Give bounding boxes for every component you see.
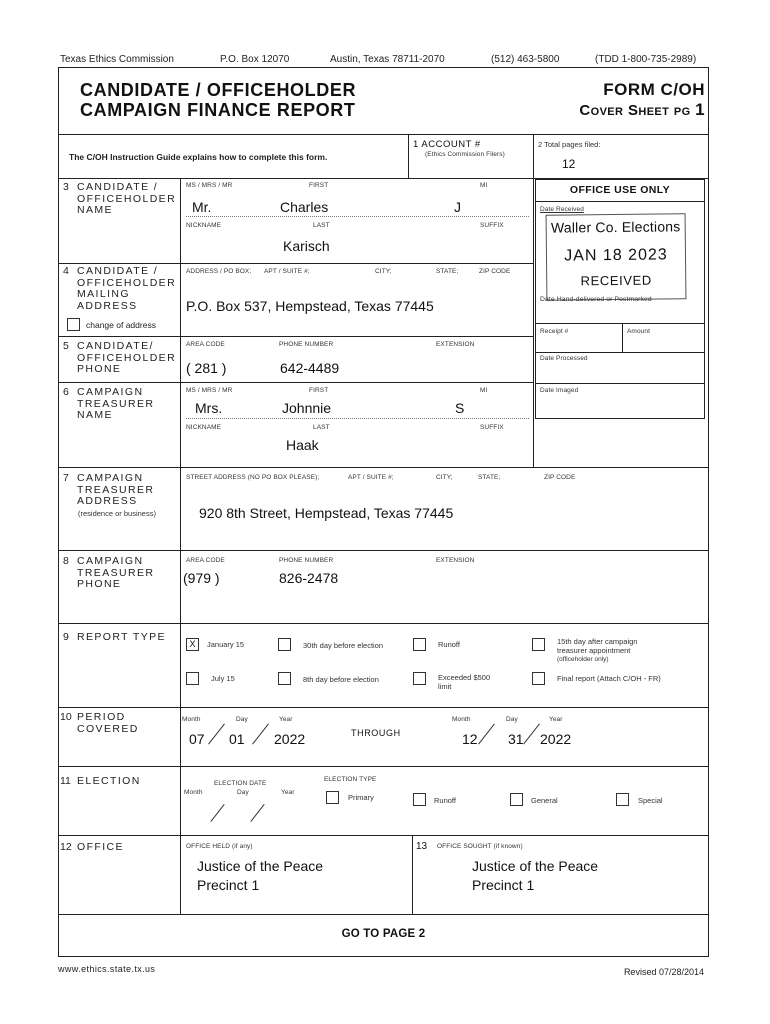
receipt-amount-divider <box>622 323 623 352</box>
divider-7 <box>58 550 709 551</box>
section6-title-header: MS / MRS / MR <box>186 387 233 394</box>
agency-phone: (512) 463-5800 <box>491 54 560 65</box>
section5-phone-header: PHONE NUMBER <box>279 341 334 348</box>
election-year-header: Year <box>281 789 295 796</box>
section7-sub-label: (residence or business) <box>78 509 156 518</box>
received-stamp-date: JAN 18 2023 <box>564 246 668 265</box>
report-type-runoff-checkbox[interactable] <box>413 638 426 651</box>
election-type-special-checkbox[interactable] <box>616 793 629 806</box>
section5-area-header: AREA CODE <box>186 341 225 348</box>
section8-area-header: AREA CODE <box>186 557 225 564</box>
treasurer-last-name: Haak <box>286 437 319 453</box>
section4-address-header: ADDRESS / PO BOX; <box>186 268 252 275</box>
section10-to-day-header: Day <box>506 716 518 723</box>
report-type-july-15-label: July 15 <box>211 674 235 683</box>
account-sub: (Ethics Commission Filers) <box>425 151 505 158</box>
treasurer-phone-number: 826-2478 <box>279 570 339 586</box>
section8-phone-header: PHONE NUMBER <box>279 557 334 564</box>
section4-apt-header: APT / SUITE #; <box>264 268 310 275</box>
cover-sheet-page: 1 <box>695 100 705 119</box>
form-id <box>579 80 705 121</box>
office-use-divider <box>533 134 534 467</box>
period-to-day: 31 <box>508 731 524 747</box>
candidate-phone-number: 642-4489 <box>280 360 340 376</box>
divider-3 <box>58 263 533 264</box>
election-type-primary-label: Primary <box>348 793 374 802</box>
form-title-line2: CAMPAIGN FINANCE REPORT <box>80 100 356 120</box>
report-type-exceeded-label: Exceeded $500 limit <box>438 673 491 691</box>
treasurer-title: Mrs. <box>195 400 223 416</box>
form-title <box>80 80 356 120</box>
election-month-header: Month <box>184 789 203 796</box>
period-to-month: 12 <box>462 731 478 747</box>
treasurer-address: 920 8th Street, Hempstead, Texas 77445 <box>199 505 454 521</box>
section3-title-header: MS / MRS / MR <box>186 182 233 189</box>
office-use-title: OFFICE USE ONLY <box>569 184 671 196</box>
account-divider <box>408 134 409 178</box>
report-type-15th-day-checkbox[interactable] <box>532 638 545 651</box>
received-stamp <box>546 213 687 300</box>
treasurer-middle-initial: S <box>455 400 465 416</box>
section10-to-year-header: Year <box>549 716 563 723</box>
office-divider <box>412 835 413 914</box>
divider-title <box>58 134 709 135</box>
report-type-july-15-checkbox[interactable] <box>186 672 199 685</box>
section4-state-header: STATE; <box>436 268 459 275</box>
section7-zip-header: ZIP CODE <box>544 474 576 481</box>
election-date-header: ELECTION DATE <box>214 780 267 787</box>
election-type-header: ELECTION TYPE <box>324 776 377 783</box>
election-type-special-label: Special <box>638 796 663 805</box>
election-type-primary-checkbox[interactable] <box>326 791 339 804</box>
candidate-middle-initial: J <box>454 199 461 215</box>
period-from-year: 2022 <box>274 731 306 747</box>
section3-first-header: FIRST <box>309 182 329 189</box>
report-type-30th-day-label: 30th day before election <box>303 641 384 650</box>
office-use-title-divider <box>535 201 705 202</box>
office-held-header: OFFICE HELD (if any) <box>186 843 253 850</box>
election-type-general-label: General <box>531 796 558 805</box>
section7-state-header: STATE; <box>478 474 501 481</box>
office-held-value: Justice of the Peace Precinct 1 <box>197 858 324 893</box>
section6-label: 6 CAMPAIGN TREASURER NAME <box>63 386 155 421</box>
section6-last-header: LAST <box>313 424 330 431</box>
candidate-first-name: Charles <box>280 199 329 215</box>
candidate-last-name: Karisch <box>283 238 330 254</box>
divider-10 <box>58 766 709 767</box>
section10-from-day-header: Day <box>236 716 248 723</box>
office-use-divider-c <box>535 383 705 384</box>
agency-tdd: (TDD 1-800-735-2989) <box>595 54 697 65</box>
divider-11 <box>58 835 709 836</box>
report-type-8th-day-label: 8th day before election <box>303 675 379 684</box>
section3-last-header: LAST <box>313 222 330 229</box>
section3-suffix-header: SUFFIX <box>480 222 504 229</box>
section13-number: 13 <box>416 841 428 852</box>
divider-6 <box>58 467 709 468</box>
go-to-page-2: GO TO PAGE 2 <box>341 928 426 940</box>
agency-city: Austin, Texas 78711-2070 <box>330 54 445 65</box>
period-to-year: 2022 <box>540 731 572 747</box>
report-type-8th-day-checkbox[interactable] <box>278 672 291 685</box>
section10-to-month-header: Month <box>452 716 471 723</box>
section7-apt-header: APT / SUITE #; <box>348 474 394 481</box>
candidate-area-code: ( 281 ) <box>186 360 227 376</box>
section6-mi-header: MI <box>480 387 488 394</box>
form-code: FORM C/OH <box>603 80 705 99</box>
period-from-month: 07 <box>189 731 205 747</box>
instruction-text: The C/OH Instruction Guide explains how to complete this form. <box>69 152 328 162</box>
section3-nickname-header: NICKNAME <box>186 222 222 229</box>
section10-from-year-header: Year <box>279 716 293 723</box>
date-received-label: Date Received <box>540 206 584 213</box>
section11-label: 11 ELECTION <box>60 775 141 787</box>
report-type-15th-day-label: 15th day after campaign treasurer appointment (officeholder only) <box>557 637 638 663</box>
report-type-january-15-checkbox[interactable]: X <box>186 638 199 651</box>
section3-mi-header: MI <box>480 182 488 189</box>
divider-9 <box>58 707 709 708</box>
date-processed-label: Date Processed <box>540 355 588 362</box>
section12-label: 12 OFFICE <box>60 841 124 853</box>
total-pages-label: 2 Total pages filed: <box>538 140 601 149</box>
section4-zip-header: ZIP CODE <box>479 268 511 275</box>
report-type-january-15-label: January 15 <box>207 640 245 649</box>
account-label: 1 ACCOUNT # <box>413 139 481 150</box>
divider-4 <box>58 336 533 337</box>
date-imaged-label: Date Imaged <box>540 387 579 394</box>
period-from-day: 01 <box>229 731 245 747</box>
section10-from-month-header: Month <box>182 716 201 723</box>
office-sought-value: Justice of the Peace Precinct 1 <box>472 858 599 893</box>
divider-8 <box>58 623 709 624</box>
received-stamp-agency: Waller Co. Elections <box>550 218 681 236</box>
election-type-runoff-checkbox[interactable] <box>413 793 426 806</box>
form-header <box>60 54 710 68</box>
section4-label: 4 CANDIDATE / OFFICEHOLDER MAILING ADDRESS <box>63 265 177 312</box>
divider-12 <box>58 914 709 915</box>
report-type-30th-day-checkbox[interactable] <box>278 638 291 651</box>
election-type-runoff-label: Runoff <box>434 796 456 805</box>
election-type-general-checkbox[interactable] <box>510 793 523 806</box>
change-of-address-label: change of address <box>86 320 156 330</box>
treasurer-first-name: Johnnie <box>282 400 332 416</box>
candidate-mailing-address: P.O. Box 537, Hempstead, Texas 77445 <box>186 298 434 314</box>
section3-label: 3 CANDIDATE / OFFICEHOLDER NAME <box>63 181 177 216</box>
footer-url: www.ethics.state.tx.us <box>58 964 156 974</box>
report-type-runoff-label: Runoff <box>438 640 460 649</box>
hand-delivered-label: Date Hand-delivered or Postmarked <box>540 296 652 303</box>
section6-dotted-rule <box>186 418 529 419</box>
office-use-divider-b <box>535 352 705 353</box>
total-pages-value: 12 <box>562 157 576 171</box>
amount-label: Amount <box>627 328 651 335</box>
divider-row1 <box>58 178 533 179</box>
section7-street-header: STREET ADDRESS (NO PO BOX PLEASE); <box>186 474 320 481</box>
section6-suffix-header: SUFFIX <box>480 424 504 431</box>
label-column-divider <box>180 178 181 914</box>
section9-label: 9 REPORT TYPE <box>63 631 166 643</box>
footer-revised: Revised 07/28/2014 <box>623 967 704 977</box>
receipt-label: Receipt # <box>540 328 569 335</box>
section6-nickname-header: NICKNAME <box>186 424 222 431</box>
section8-ext-header: EXTENSION <box>436 557 475 564</box>
candidate-title: Mr. <box>192 199 212 215</box>
report-type-final-checkbox[interactable] <box>532 672 545 685</box>
divider-5 <box>58 382 533 383</box>
section7-label: 7 CAMPAIGN TREASURER ADDRESS <box>63 472 155 507</box>
section5-ext-header: EXTENSION <box>436 341 475 348</box>
period-through-label: THROUGH <box>351 728 401 738</box>
section8-label: 8 CAMPAIGN TREASURER PHONE <box>63 555 155 590</box>
section3-dotted-rule <box>186 216 529 217</box>
report-type-final-label: Final report (Attach C/OH - FR) <box>557 674 661 683</box>
change-of-address-checkbox[interactable] <box>67 318 80 331</box>
election-day-header: Day <box>237 789 249 796</box>
agency-name: Texas Ethics Commission <box>60 54 174 65</box>
section4-city-header: CITY; <box>375 268 392 275</box>
section6-first-header: FIRST <box>309 387 329 394</box>
report-type-exceeded-checkbox[interactable] <box>413 672 426 685</box>
agency-po-box: P.O. Box 12070 <box>220 54 290 65</box>
section7-city-header: CITY; <box>436 474 453 481</box>
office-sought-header: OFFICE SOUGHT (if known) <box>437 843 523 850</box>
section5-label: 5 CANDIDATE/ OFFICEHOLDER PHONE <box>63 340 177 375</box>
cover-sheet-label: Cover Sheet pg 1 <box>579 100 705 119</box>
form-title-line1: CANDIDATE / OFFICEHOLDER <box>80 80 357 100</box>
received-stamp-word: RECEIVED <box>580 272 652 289</box>
office-use-divider-a <box>535 323 705 324</box>
treasurer-area-code: (979 ) <box>183 570 220 586</box>
section10-label: 10 PERIOD COVERED <box>60 711 139 735</box>
